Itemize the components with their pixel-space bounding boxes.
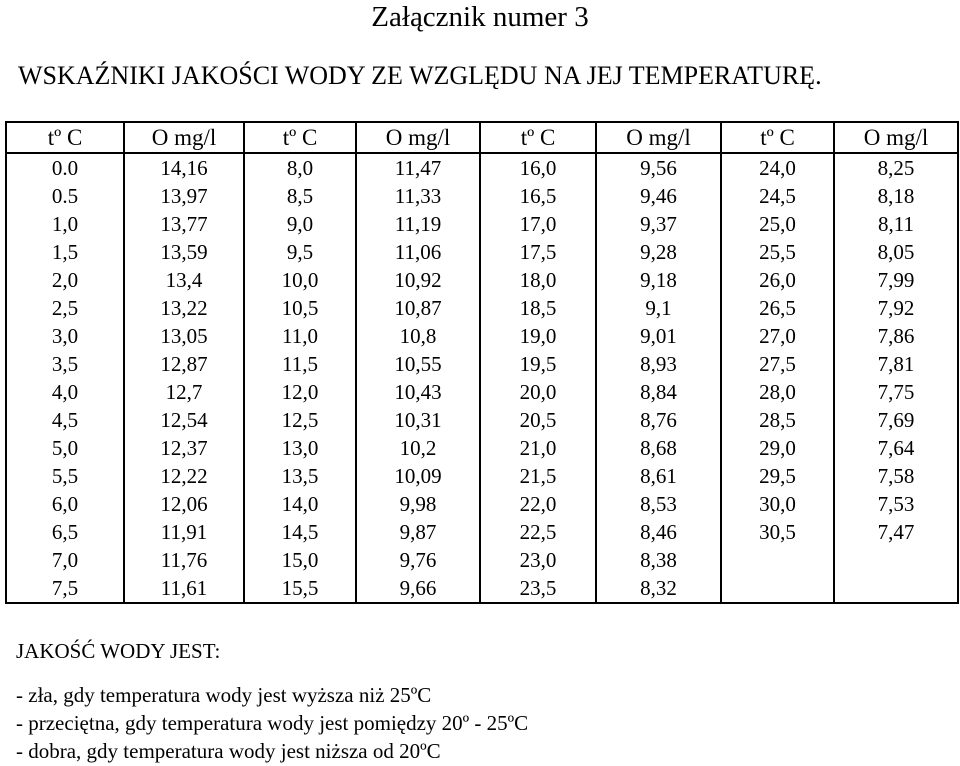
cell-oxygen: 11,91 bbox=[124, 518, 244, 546]
cell-oxygen: 9,18 bbox=[596, 266, 721, 294]
header-temperature: tº C bbox=[480, 122, 596, 153]
cell-temperature: 18,0 bbox=[480, 266, 596, 294]
cell-oxygen: 8,11 bbox=[834, 210, 958, 238]
cell-oxygen: 9,1 bbox=[596, 294, 721, 322]
cell-temperature: 17,0 bbox=[480, 210, 596, 238]
cell-oxygen: 12,7 bbox=[124, 378, 244, 406]
quality-list bbox=[16, 681, 528, 765]
cell-oxygen: 9,87 bbox=[356, 518, 480, 546]
cell-oxygen: 7,92 bbox=[834, 294, 958, 322]
cell-temperature: 27,0 bbox=[721, 322, 834, 350]
header-oxygen: O mg/l bbox=[596, 122, 721, 153]
table-row bbox=[6, 490, 958, 518]
cell-temperature: 6,5 bbox=[6, 518, 124, 546]
cell-oxygen: 7,47 bbox=[834, 518, 958, 546]
table-row bbox=[6, 574, 958, 603]
cell-oxygen: 7,58 bbox=[834, 462, 958, 490]
cell-temperature: 14,5 bbox=[244, 518, 356, 546]
cell-oxygen: 10,2 bbox=[356, 434, 480, 462]
cell-oxygen: 11,47 bbox=[356, 153, 480, 182]
cell-oxygen: 7,86 bbox=[834, 322, 958, 350]
table-row bbox=[6, 462, 958, 490]
cell-temperature: 8,0 bbox=[244, 153, 356, 182]
page-title: Załącznik numer 3 bbox=[371, 1, 589, 33]
cell-oxygen: 11,06 bbox=[356, 238, 480, 266]
cell-temperature: 0.5 bbox=[6, 182, 124, 210]
cell-oxygen: 9,76 bbox=[356, 546, 480, 574]
table-row bbox=[6, 322, 958, 350]
table-row bbox=[6, 350, 958, 378]
cell-oxygen: 8,93 bbox=[596, 350, 721, 378]
cell-oxygen: 13,05 bbox=[124, 322, 244, 350]
header-oxygen: O mg/l bbox=[124, 122, 244, 153]
cell-temperature: 4,0 bbox=[6, 378, 124, 406]
cell-oxygen: 12,06 bbox=[124, 490, 244, 518]
cell-oxygen: 8,46 bbox=[596, 518, 721, 546]
cell-temperature: 24,5 bbox=[721, 182, 834, 210]
cell-oxygen: 8,18 bbox=[834, 182, 958, 210]
table-row bbox=[6, 294, 958, 322]
cell-temperature: 10,5 bbox=[244, 294, 356, 322]
cell-oxygen: 13,59 bbox=[124, 238, 244, 266]
cell-temperature: 11,5 bbox=[244, 350, 356, 378]
cell-temperature: 27,5 bbox=[721, 350, 834, 378]
cell-oxygen: 11,76 bbox=[124, 546, 244, 574]
cell-temperature: 1,5 bbox=[6, 238, 124, 266]
cell-temperature: 2,5 bbox=[6, 294, 124, 322]
header-temperature: tº C bbox=[244, 122, 356, 153]
quality-heading: JAKOŚĆ WODY JEST: bbox=[16, 639, 221, 663]
table-body bbox=[6, 153, 958, 603]
table-row bbox=[6, 518, 958, 546]
cell-oxygen: 7,64 bbox=[834, 434, 958, 462]
header-temperature: tº C bbox=[6, 122, 124, 153]
cell-temperature: 30,0 bbox=[721, 490, 834, 518]
cell-oxygen: 12,54 bbox=[124, 406, 244, 434]
quality-item-good: - dobra, gdy temperatura wody jest niższa od 20ºC bbox=[16, 739, 441, 763]
cell-oxygen: 8,61 bbox=[596, 462, 721, 490]
cell-temperature: 21,0 bbox=[480, 434, 596, 462]
cell-oxygen bbox=[834, 574, 958, 603]
cell-temperature: 20,5 bbox=[480, 406, 596, 434]
temperature-oxygen-table bbox=[5, 121, 959, 604]
cell-temperature: 9,5 bbox=[244, 238, 356, 266]
quality-item-average: - przeciętna, gdy temperatura wody jest pomiędzy 20º - 25ºC bbox=[16, 711, 529, 735]
cell-oxygen: 7,53 bbox=[834, 490, 958, 518]
cell-temperature: 2,0 bbox=[6, 266, 124, 294]
table-row bbox=[6, 182, 958, 210]
cell-temperature: 28,0 bbox=[721, 378, 834, 406]
cell-oxygen: 9,56 bbox=[596, 153, 721, 182]
cell-oxygen: 9,37 bbox=[596, 210, 721, 238]
cell-oxygen: 11,19 bbox=[356, 210, 480, 238]
table-row bbox=[6, 153, 958, 182]
cell-temperature: 17,5 bbox=[480, 238, 596, 266]
table-row bbox=[6, 546, 958, 574]
cell-temperature: 20,0 bbox=[480, 378, 596, 406]
table-header-row bbox=[6, 122, 958, 153]
cell-oxygen bbox=[834, 546, 958, 574]
cell-oxygen: 12,22 bbox=[124, 462, 244, 490]
cell-temperature: 13,0 bbox=[244, 434, 356, 462]
header-oxygen: O mg/l bbox=[834, 122, 958, 153]
cell-temperature: 8,5 bbox=[244, 182, 356, 210]
cell-temperature bbox=[721, 546, 834, 574]
cell-oxygen: 14,16 bbox=[124, 153, 244, 182]
cell-oxygen: 9,28 bbox=[596, 238, 721, 266]
cell-oxygen: 12,87 bbox=[124, 350, 244, 378]
cell-oxygen: 8,53 bbox=[596, 490, 721, 518]
cell-temperature: 18,5 bbox=[480, 294, 596, 322]
cell-oxygen: 9,01 bbox=[596, 322, 721, 350]
cell-temperature: 16,0 bbox=[480, 153, 596, 182]
cell-temperature: 12,0 bbox=[244, 378, 356, 406]
cell-temperature: 24,0 bbox=[721, 153, 834, 182]
cell-temperature: 3,0 bbox=[6, 322, 124, 350]
cell-oxygen: 10,55 bbox=[356, 350, 480, 378]
cell-temperature: 7,5 bbox=[6, 574, 124, 603]
cell-temperature: 22,5 bbox=[480, 518, 596, 546]
table-row bbox=[6, 406, 958, 434]
cell-oxygen: 11,33 bbox=[356, 182, 480, 210]
document-subtitle: WSKAŹNIKI JAKOŚCI WODY ZE WZGLĘDU NA JEJ TEMPERATURĘ. bbox=[18, 61, 822, 90]
cell-oxygen: 10,09 bbox=[356, 462, 480, 490]
cell-oxygen: 8,32 bbox=[596, 574, 721, 603]
cell-oxygen: 12,37 bbox=[124, 434, 244, 462]
cell-temperature: 19,0 bbox=[480, 322, 596, 350]
cell-oxygen: 13,22 bbox=[124, 294, 244, 322]
cell-oxygen: 10,92 bbox=[356, 266, 480, 294]
cell-temperature: 29,0 bbox=[721, 434, 834, 462]
cell-oxygen: 10,31 bbox=[356, 406, 480, 434]
cell-oxygen: 7,81 bbox=[834, 350, 958, 378]
cell-oxygen: 13,77 bbox=[124, 210, 244, 238]
cell-temperature bbox=[721, 574, 834, 603]
cell-oxygen: 8,38 bbox=[596, 546, 721, 574]
cell-oxygen: 10,8 bbox=[356, 322, 480, 350]
cell-temperature: 0.0 bbox=[6, 153, 124, 182]
cell-temperature: 5,5 bbox=[6, 462, 124, 490]
cell-temperature: 14,0 bbox=[244, 490, 356, 518]
table-row bbox=[6, 238, 958, 266]
cell-oxygen: 7,99 bbox=[834, 266, 958, 294]
cell-temperature: 23,0 bbox=[480, 546, 596, 574]
cell-oxygen: 8,76 bbox=[596, 406, 721, 434]
cell-temperature: 13,5 bbox=[244, 462, 356, 490]
cell-temperature: 4,5 bbox=[6, 406, 124, 434]
cell-temperature: 6,0 bbox=[6, 490, 124, 518]
cell-temperature: 12,5 bbox=[244, 406, 356, 434]
cell-oxygen: 13,97 bbox=[124, 182, 244, 210]
cell-temperature: 1,0 bbox=[6, 210, 124, 238]
cell-temperature: 29,5 bbox=[721, 462, 834, 490]
cell-oxygen: 7,69 bbox=[834, 406, 958, 434]
cell-temperature: 5,0 bbox=[6, 434, 124, 462]
cell-temperature: 25,0 bbox=[721, 210, 834, 238]
cell-temperature: 15,0 bbox=[244, 546, 356, 574]
cell-oxygen: 9,66 bbox=[356, 574, 480, 603]
cell-oxygen: 9,98 bbox=[356, 490, 480, 518]
table-row bbox=[6, 378, 958, 406]
header-oxygen: O mg/l bbox=[356, 122, 480, 153]
cell-temperature: 16,5 bbox=[480, 182, 596, 210]
cell-temperature: 23,5 bbox=[480, 574, 596, 603]
header-temperature: tº C bbox=[721, 122, 834, 153]
cell-temperature: 11,0 bbox=[244, 322, 356, 350]
cell-oxygen: 9,46 bbox=[596, 182, 721, 210]
cell-temperature: 3,5 bbox=[6, 350, 124, 378]
table-row bbox=[6, 434, 958, 462]
cell-temperature: 22,0 bbox=[480, 490, 596, 518]
cell-temperature: 10,0 bbox=[244, 266, 356, 294]
cell-temperature: 28,5 bbox=[721, 406, 834, 434]
cell-temperature: 19,5 bbox=[480, 350, 596, 378]
cell-oxygen: 11,61 bbox=[124, 574, 244, 603]
cell-oxygen: 7,75 bbox=[834, 378, 958, 406]
table-row bbox=[6, 266, 958, 294]
cell-temperature: 26,0 bbox=[721, 266, 834, 294]
cell-temperature: 30,5 bbox=[721, 518, 834, 546]
quality-item-bad: - zła, gdy temperatura wody jest wyższa niż 25ºC bbox=[16, 683, 432, 707]
cell-temperature: 15,5 bbox=[244, 574, 356, 603]
cell-oxygen: 10,87 bbox=[356, 294, 480, 322]
cell-oxygen: 8,25 bbox=[834, 153, 958, 182]
cell-oxygen: 10,43 bbox=[356, 378, 480, 406]
cell-oxygen: 8,84 bbox=[596, 378, 721, 406]
cell-temperature: 7,0 bbox=[6, 546, 124, 574]
cell-temperature: 26,5 bbox=[721, 294, 834, 322]
cell-oxygen: 8,05 bbox=[834, 238, 958, 266]
cell-temperature: 9,0 bbox=[244, 210, 356, 238]
table-row bbox=[6, 210, 958, 238]
cell-oxygen: 8,68 bbox=[596, 434, 721, 462]
cell-oxygen: 13,4 bbox=[124, 266, 244, 294]
cell-temperature: 21,5 bbox=[480, 462, 596, 490]
cell-temperature: 25,5 bbox=[721, 238, 834, 266]
